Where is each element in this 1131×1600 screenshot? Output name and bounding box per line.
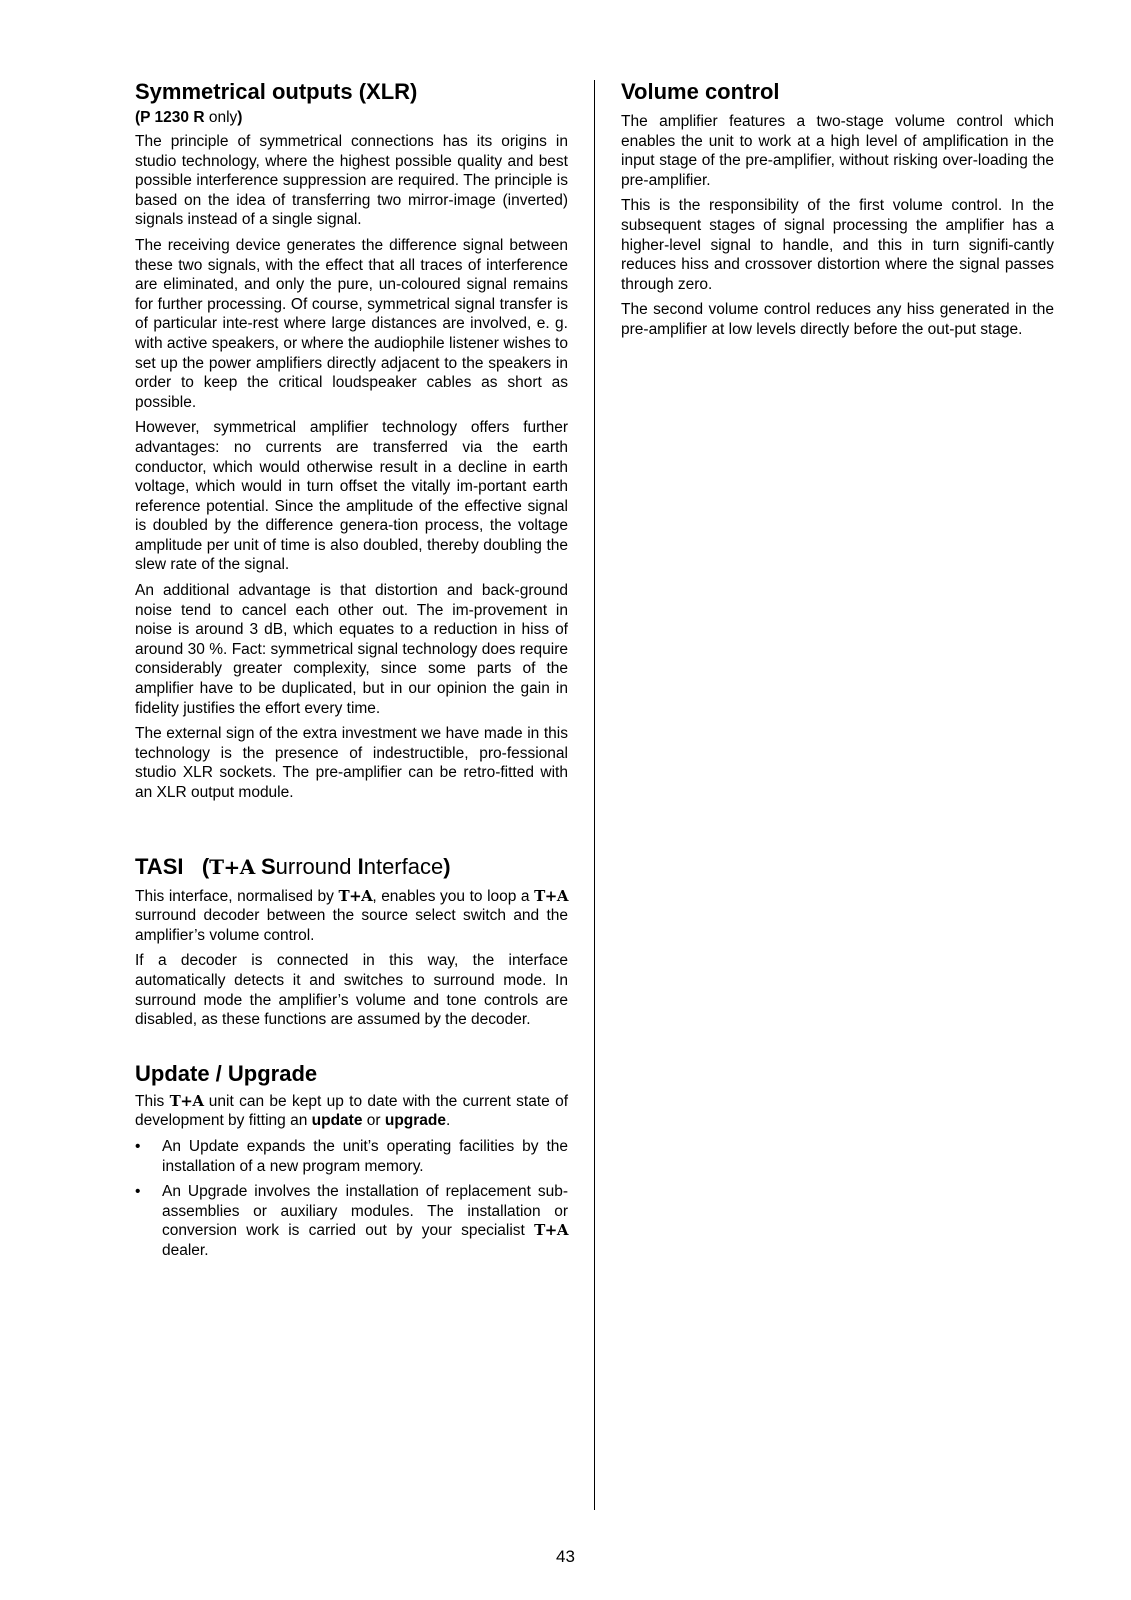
- tasi-abbrev: TASI: [135, 853, 184, 879]
- tasi-initial-s: S: [260, 853, 276, 879]
- tasi-word-nterface: nterface: [363, 853, 444, 879]
- ta-logo: T+A: [534, 886, 568, 905]
- update-text: unit can be kept up to date with the current state of development by fitting an: [135, 1092, 568, 1130]
- ta-logo: T+A: [534, 1221, 568, 1240]
- tasi-heading: TASI (T+A Surround Interface): [135, 853, 451, 879]
- update-text: .: [446, 1112, 451, 1130]
- xlr-paragraph: The principle of symmetrical connections has its origins in studio technology, where the highest possible quality and best possible interference suppression are required. The principle is based on the idea of transferring two mirror-image (inverted) signals instead of a single signal.: [135, 133, 568, 229]
- ta-logo: T+A: [209, 854, 255, 879]
- bullet-icon: •: [135, 1183, 141, 1201]
- update-paragraph: [135, 1092, 568, 1131]
- xlr-section: [135, 78, 568, 803]
- xlr-model-name: P 1230 R: [140, 109, 205, 126]
- xlr-heading: Symmetrical outputs (XLR): [135, 79, 418, 104]
- tasi-paragraph: If a decoder is connected in this way, the interface automatically detects it and switches to surround mode. In surround mode the amplifier’s volume and tone controls are disabled, as these functions are assumed by the decoder.: [135, 952, 568, 1029]
- xlr-model-note: (P 1230 R only): [135, 109, 243, 126]
- tasi-initial-i: I: [357, 853, 364, 879]
- tasi-text: , enables you to loop a: [372, 887, 535, 905]
- list-item: [135, 1137, 568, 1176]
- tasi-paragraph: [135, 887, 568, 946]
- volume-paragraph: The second volume control reduces any hiss generated in the pre-amplifier at low levels directly before the out-put stage.: [621, 301, 1054, 338]
- update-text: or: [362, 1112, 385, 1130]
- upgrade-keyword: upgrade: [384, 1112, 447, 1130]
- update-heading: Update / Upgrade: [135, 1060, 318, 1086]
- column-divider: [594, 80, 595, 1510]
- list-item-text: An Upgrade involves the installation of replacement sub-assemblies or auxiliary modules. The installation or conversion work is carried out by your specialist: [162, 1183, 568, 1240]
- xlr-paragraph: However, symmetrical amplifier technology offers further advantages: no currents are transferred via the earth conductor, which would otherwise result in a decline in earth voltage, which would in turn offset the vitally im-portant earth reference potential. Since the amplitude of the effective signal is doubled by the difference genera-tion process, the voltage amplitude per unit of time is also doubled, thereby doubling the slew rate of the signal.: [135, 419, 568, 574]
- list-item-text: An Update expands the unit’s operating facilities by the installation of a new program memory.: [162, 1137, 568, 1175]
- ta-logo: T+A: [169, 1091, 204, 1110]
- volume-paragraph: This is the responsibility of the first volume control. In the subsequent stages of signal processing the amplifier has a higher-level signal to handle, and this in turn signifi-cantly reduces hiss and crossover distortion where the signal passes through zero.: [621, 197, 1054, 293]
- volume-section: [621, 78, 1054, 340]
- tasi-section: [135, 853, 568, 1030]
- update-section: [135, 1060, 568, 1261]
- volume-paragraph: The amplifier features a two-stage volume control which enables the unit to work at a high level of amplification in the input stage of the pre-amplifier, without risking over-loading the pre-amplifier.: [621, 113, 1054, 189]
- xlr-model-only: only: [208, 109, 238, 126]
- list-item: [135, 1182, 568, 1260]
- tasi-text: This interface, normalised by: [135, 887, 339, 905]
- update-text: This: [135, 1092, 170, 1110]
- volume-heading: Volume control: [621, 79, 780, 104]
- xlr-paragraph: The receiving device generates the difference signal between these two signals, with the effect that all traces of interference are eliminated, and only the pure, un-coloured signal remains for further processing. Of course, symmetrical signal transfer is of particular inte-rest where large distances are involved, e. g. with active speakers, or where the audiophile listener wishes to set up the power amplifiers directly adjacent to the speakers in order to keep the critical loudspeaker cables as short as possible.: [135, 236, 568, 411]
- right-column: [621, 78, 1054, 346]
- xlr-paragraph: The external sign of the extra investment we have made in this technology is the presence of indestructible, pro-fessional studio XLR sockets. The pre-amplifier can be retro-fitted with an XLR output module.: [135, 725, 568, 801]
- bullet-icon: •: [135, 1137, 141, 1155]
- tasi-word-urround: urround: [275, 853, 358, 879]
- update-keyword: update: [311, 1112, 363, 1130]
- tasi-text: surround decoder between the source select switch and the amplifier’s volume control.: [135, 907, 568, 944]
- update-list: [135, 1137, 568, 1261]
- left-column: [135, 78, 568, 1267]
- list-item-text: dealer.: [162, 1241, 209, 1259]
- ta-logo: T+A: [338, 886, 373, 905]
- xlr-paragraph: An additional advantage is that distortion and back-ground noise tend to cancel each other out. The im-provement in noise is around 3 dB, which equates to a reduction in hiss of around 30 %. Fact: symmetrical signal technology does require considerably greater complexity, since some parts of the amplifier have to be duplicated, but in our opinion the gain in fidelity justifies the effort every time.: [135, 582, 568, 717]
- page-number: 43: [556, 1547, 575, 1566]
